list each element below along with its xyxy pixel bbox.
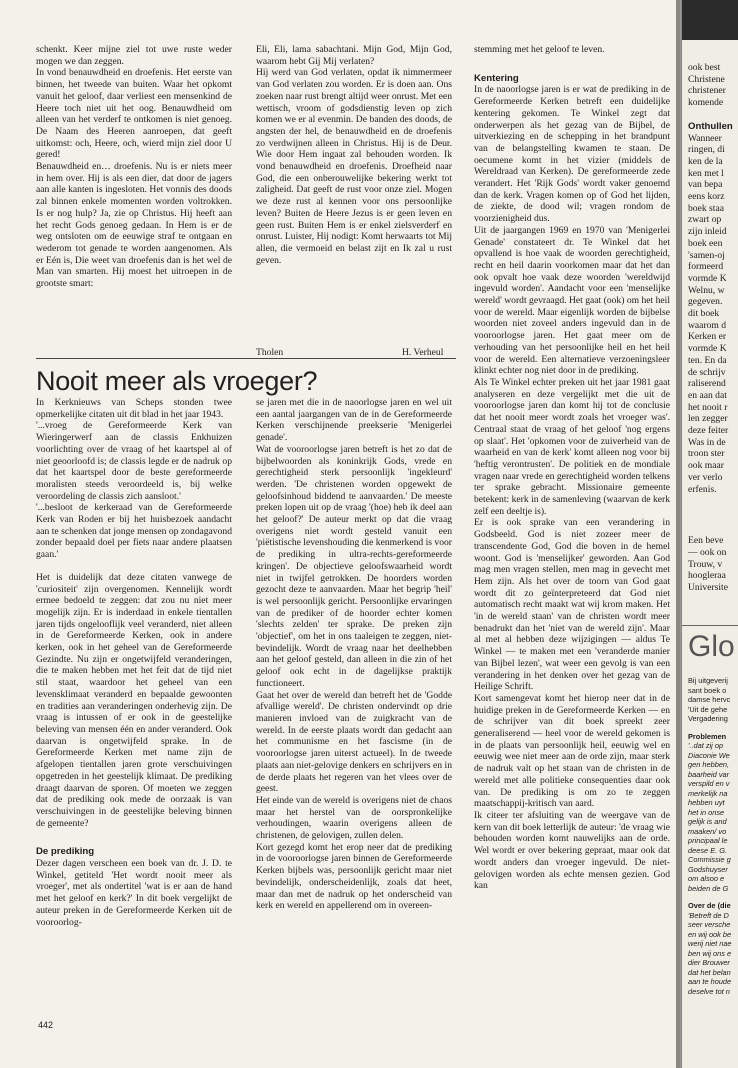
paragraph: Er is ook sprake van een verandering in Godsbeeld. God is niet zozeer meer de transcendente God, God die boven in de hemel woont. God is 'menselijker' geworden. Aan God mag men vragen stellen, men mag in gevecht met Hem zijn. Als het over de toorn van God gaat wordt dit zo geïnterpreteerd dat God niet automatisch recht maakt wat wij krom maken. Het 'in de wereld staan' van de christen wordt meer benadrukt dan het 'niet van de wereld zijn'. Maar al met al hebben deze wijzigingen — aldus Te Winkel — te maken met een 'veranderde manier van Bijbel lezen', wat weer een gevolg is van een verandering in het denken over het gezag van de Heilige Schrift. <box>474 517 670 693</box>
subheading: Kentering <box>474 72 519 84</box>
adjacent-text-fragment: vormde K <box>688 272 727 284</box>
adjacent-text-fragment: Was in de <box>688 436 726 448</box>
adjacent-sidebar-fragment: beiden de G <box>688 883 729 893</box>
adjacent-text-fragment: Trouw, v <box>688 558 723 570</box>
adjacent-sidebar-fragment: werij niet nae <box>688 939 732 948</box>
paragraph-gap <box>36 561 232 572</box>
adjacent-text-fragment: deze feiter <box>688 425 729 436</box>
adjacent-text-fragment: Wanneer <box>688 132 722 144</box>
adjacent-text-fragment: ken met l <box>688 167 724 179</box>
adjacent-sidebar-fragment: Godshuyser <box>688 864 728 874</box>
adjacent-sidebar-fragment: Problemen <box>688 731 727 741</box>
paragraph: '...besloot de kerkeraad van de Gereformeerde Kerk van Roden er bij het huisbezoek aandacht aan te schenken dat jonge mensen op zondagavond zonder bepaald doel per fiets naar andere plaatsen gaan.' <box>36 502 232 561</box>
adjacent-sidebar-fragment: maaken/ vo <box>688 826 727 836</box>
section-divider <box>36 358 456 359</box>
adjacent-text-fragment: 'samen-oj <box>688 249 725 261</box>
paragraph: Als Te Winkel echter preken uit het jaar 1981 gaat analyseren en deze vergelijkt met die uit de vooroorlogse jaren dan komt hij tot de conclusie dat het nooit meer wordt zoals het vroeger was'. Centraal staat de vraag of het geloof 'nog ergens op slaat'. Het 'opkomen voor de zuiverheid van de waarheid en van de kerk' komt alleen nog voor bij 'heftig verontrusten'. De politiek en de mondiale vragen naar vrede en gerechtigheid worden telkens ter sprake gebracht. Missionaire gemeente betekent: kerk in de samenleving (waarvan de kerk zelf een deeltje is). <box>474 376 670 517</box>
paragraph: schenkt. Keer mijne ziel tot uwe ruste weder mogen we dan zeggen. <box>36 44 232 67</box>
adjacent-text-fragment: komende <box>688 97 724 109</box>
paragraph: '...vroeg de Gereformeerde Kerk van Wieringerwerf aan de classis Enkhuizen voorlichting over de vraag of het kaartspel al of niet geoorloofd is; de classis legde er de nadruk op dat het kaartspel door de beste gereformeerde moralisten steeds veroordeeld is, bij welke veroordeling de classis zich aansloot.' <box>36 420 232 502</box>
adjacent-text-fragment: van bepa <box>688 179 723 191</box>
adjacent-headline: Glo <box>688 630 735 663</box>
adjacent-text-fragment: eens korz <box>688 191 725 202</box>
adjacent-text-fragment: ten. En da <box>688 354 727 366</box>
article-column-1 <box>36 397 232 928</box>
paragraph: Kort gezegd komt het erop neer dat de prediking in de vooroorlogse jaren binnen de Gereformeerde Kerken bijbels was, persoonlijk gericht maar niet bevindelijk, onderscheidenlijk, zoals dat heet, maar dan met de nadruk op het onderscheid van kerk en wereld en appellerend om in overeen- <box>256 841 452 912</box>
adjacent-text-fragment: troon ster <box>688 448 725 460</box>
adjacent-sidebar-fragment: gen hebben, <box>688 760 730 769</box>
paragraph: Het einde van de wereld is overigens niet de chaos maar het herstel van de oorspronkelijke verhoudingen, waarin overigens alleen de christenen, de gelovigen, zullen delen. <box>256 794 452 842</box>
signature-name: H. Verheul <box>402 347 444 358</box>
adjacent-text-fragment: — ook on <box>688 546 727 558</box>
paragraph: stemming met het geloof te leven. <box>474 44 605 55</box>
paragraph: se jaren met die in de naoorlogse jaren en wel uit een aantal jaargangen van de in de Gereformeerde Kerken verschijnende preekserie 'Menigerlei genade'. <box>256 397 452 444</box>
page-number: 442 <box>38 1020 54 1030</box>
meditation-column-1 <box>36 44 232 290</box>
paragraph: Uit de jaargangen 1969 en 1970 van 'Menigerlei Genade' constateert dr. Te Winkel dat het opvallend is hoe vaak de woorden gerechtigheid, recht en heil daarin voorkomen maar dat het dan ook opvalt hoe vaak deze woorden 'wereldwijd ingevuld worden'. Aandacht voor een 'menselijke wereld' wordt gevraagd. Het gaat (ook) om het heil voor de wereld. Maar eigenlijk worden de bijbelse woorden niet zoveel anders ingevuld dan in de vooroorlogse jaren. Het gaat meer om de verhouding van het persoonlijke heil en het heil voor de wereld. Een alternatieve verzoeningsleer klinkt echter nog niet door in de prediking. <box>474 224 670 377</box>
adjacent-text-fragment: boek staa <box>688 202 724 214</box>
adjacent-sidebar-fragment: Commissie g <box>688 855 731 864</box>
adjacent-text-fragment: formeerd <box>688 261 724 273</box>
adjacent-sidebar-fragment: gelijk is and <box>688 817 727 826</box>
adjacent-sidebar-fragment: 'Uit de gehe <box>688 704 728 714</box>
paragraph: Gaat het over de wereld dan betreft het de 'Godde afvallige wereld'. De christen ondervindt op drie manieren invloed van de zuigkracht van de wereld. In de eerste plaats wordt dan gedacht aan het communisme en het fascisme (in de vooroorlogse jaren uiterst actueel). In de tweede plaats aan niet-gelovige denkers en schrijvers en in de derde plaats het regeren van het vlees over de geest. <box>256 689 452 795</box>
adjacent-sidebar-fragment: Vergadering <box>688 714 728 723</box>
adjacent-sidebar-fragment: damse hervc <box>688 695 731 704</box>
adjacent-text-fragment: raliserend <box>688 378 726 390</box>
meditation-column-2 <box>256 44 452 266</box>
adjacent-text-fragment: ver verlo <box>688 471 723 483</box>
adjacent-text-fragment: ken de la <box>688 155 723 167</box>
adjacent-text-fragment: het nooit r <box>688 401 728 413</box>
adjacent-sidebar-fragment: Diaconie We <box>688 750 730 760</box>
adjacent-sidebar-fragment: seer versche <box>688 920 731 929</box>
paragraph: In vond benauwdheid en droefenis. Het eerste van binnen, het tweede van buiten. Waar het opkomt vanuit het geloof, daar verliest een mensenkind de Heere toch niet uit het oog. Benauwdheid om alleen van het verderf te ontkomen is niet genoeg. De Naam des Heeren aanroepen, dat geeft uitkomst: och, Heere, och, wierd mijn ziel door U gered! <box>36 67 232 161</box>
adjacent-text-fragment: Universite <box>688 582 728 593</box>
paragraph: Eli, Eli, lama sabachtani. Mijn God, Mijn God, waarom hebt Gij Mij verlaten? <box>256 44 452 67</box>
article-column-3 <box>474 44 670 892</box>
adjacent-headline-box <box>682 625 738 666</box>
adjacent-text-fragment: Een beve <box>688 535 724 547</box>
adjacent-sidebar-fragment: deselve tot n <box>688 986 730 996</box>
adjacent-text-fragment: dit boek <box>688 308 720 319</box>
adjacent-sidebar-fragment: ben wij ons e <box>688 948 732 958</box>
adjacent-text-fragment: ook best <box>688 62 721 73</box>
adjacent-sidebar-fragment: het in onse <box>688 807 725 817</box>
adjacent-sidebar-fragment: verspild en v <box>688 779 730 788</box>
adjacent-sidebar-fragment: Over de (die <box>688 901 731 910</box>
adjacent-sidebar-fragment: aan te houde <box>688 977 732 986</box>
adjacent-sidebar-fragment: Bij uitgeverij <box>688 676 728 685</box>
adjacent-text-fragment: gegeven. <box>688 296 723 308</box>
adjacent-text-fragment: Kerken er <box>688 331 727 343</box>
paragraph: Ik citeer ter afsluiting van de weergave van de kern van dit boek letterlijk de auteur: 'de vraag wie behouden worden komt nauwelijks aan de orde. Wel wordt er over bekering gepraat, maar ook dat wordt anders dan vroeger ingevuld. De niet-gelovigen worden als echte mensen gezien. God kan <box>474 810 670 892</box>
adjacent-sidebar-fragment: principaal le <box>688 836 728 845</box>
adjacent-sidebar-fragment: dier Brouwer <box>688 958 730 967</box>
article-headline: Nooit meer als vroeger? <box>36 366 318 396</box>
adjacent-text-fragment: hoogleraa <box>688 570 726 582</box>
paragraph: Benauwdheid en… droefenis. Nu is er niets meer in hem over. Hij is als een dier, dat door de jagers aan alle kanten is ingesloten. Het vonnis des doods zal binnen enkele momenten worden voltrokken. Is er nog hulp? Ja, zie op Christus. Hij heeft aan het recht Gods genoeg gedaan. In Hem is er de weg ontsloten om de eeuwige straf te ontgaan en wederom tot genade te worden aangenomen. Als er Eén is, Die weet van droefenis dan is het wel de Man van smarten. Hij moest het uitroepen in de grootste smart: <box>36 161 232 290</box>
paragraph: Het is duidelijk dat deze citaten vanwege de 'curiositeit' zijn overgenomen. Kennelijk wordt ermee bedoeld te zeggen: dat zou nu niet meer mogelijk zijn. Er is inderdaad in enkele tientallen jaren tijds ongelooflijk veel veranderd, niet alleen in de Gereformeerde Kerken, ook in andere kerken, ook in het geheel van de Gereformeerde Gezindte. Nu zijn er ongetwijfeld veranderingen, die te maken hebben met het feit dat de tijd niet stil staat, waardoor het geheel van een levensklimaat veranderd en bepaalde gewoonten en tradities aan veranderingen onderhevig zijn. De vraag is intussen of er ook in de geestelijke beleving van mensen één en ander veranderd. Ook daarvan is ongetwijfeld sprake. In de Gereformeerde Kerken met name zijn de afgelopen tientallen jaren grote verschuivingen opgetreden in het geestelijk klimaat. De prediking draagt daarvan de sporen. Of moeten we zeggen dat de prediking ook mede de oorzaak is van verschuivingen in de geestelijke beleving binnen de gemeente? <box>36 571 232 829</box>
adjacent-sidebar-fragment: baarheid var <box>688 769 730 779</box>
signature-place: Tholen <box>256 347 284 358</box>
adjacent-sidebar-fragment: en wij ook be <box>688 929 732 939</box>
adjacent-sidebar-fragment: dat het belan <box>688 967 731 977</box>
adjacent-text-fragment: zwart op <box>688 214 722 226</box>
adjacent-text-fragment: de schrijv <box>688 366 726 378</box>
paragraph: In Kerknieuws van Scheps stonden twee opmerkelijke citaten uit dit blad in het jaar 1943. <box>36 397 232 420</box>
adjacent-text-fragment: ringen, di <box>688 144 725 156</box>
adjacent-text-fragment: waarom d <box>688 319 727 331</box>
paragraph-gap <box>36 829 232 840</box>
paragraph: Wat de vooroorlogse jaren betreft is het zo dat de bijbelwoorden als koninkrijk Gods, vrede en gerechtigheid sterk persoonlijk 'ingekleurd' werden. 'De christenen worden opgewekt de geloofsinhoud biddend te aanvaarden.' De meeste preken lopen uit op de vraag '(hoe) heb ik deel aan het geloof?' De auteur merkt op dat die vraag overigens niet wordt gesteld vanuit een 'piëtistische levenshouding die kenmerkend is voor de prediking in ultra-rechts-gereformeerde kringen'. De objectieve geloofswaarheid wordt niet in twijfel getrokken. De hoorders worden gezocht deze te aanvaarden. Maar het begrip 'heil' is wel persoonlijk gericht. Persoonlijke ervaringen van de prediker of de hoorder echter komen 'slechts zelden' ter sprake. De preken zijn 'objectief', om het in ons taaleigen te zeggen, niet-bevindelijk. Wordt de vraag naar het deelhebben aan het geloof gesteld, dan alleen in die zin of het geloof ook echt in de dagelijkse praktijk functioneert. <box>256 443 452 689</box>
adjacent-text-fragment: Christene <box>688 73 725 85</box>
adjacent-sidebar-fragment: '..dat zij op <box>688 741 724 750</box>
adjacent-sidebar-fragment: sant boek o <box>688 685 727 695</box>
adjacent-text-fragment: len zegger <box>688 413 728 425</box>
adjacent-text-fragment: en aan dat <box>688 389 727 401</box>
paragraph: Hij werd van God verlaten, opdat ik nimmermeer van God verlaten zou worden. Er is doen aan. Ons zoeken naar rust brengt altijd weer onrust. Met een wettisch, vroom of godsdienstig leven op zich komen we er al evenmin. De banden des doods, de angsten der hel, de benauwdheid en de droefenis zo verdwijnen alleen in Christus. Hij is de Deur. Wie door Hem ingaat zal behouden worden. Ik vond benauwdheid en droefenis. Droefheid naar God, die een onberouwelijke bekering werkt tot zaligheid. Dat geeft de rust voor onze ziel. Mogen we deze rust al kennen voor ons persoonlijke leven? Buiten de Heere Jezus is er geen leven en geen rust. Buiten Hem is er enkel zielsverderf en onrust. Luister, Hij nodigt: Komt herwaarts tot Mij allen, die vermoeid en belast zijt en Ik zal u rust geven. <box>256 67 452 266</box>
adjacent-text-fragment: Welnu, w <box>688 284 725 296</box>
adjacent-text-fragment: zijn inleid <box>688 226 727 238</box>
adjacent-sidebar-fragment: hebben uyt <box>688 798 725 807</box>
paragraph: Dezer dagen verscheen een boek van dr. J. D. te Winkel, getiteld 'Het wordt nooit meer als vroeger', met als ondertitel 'wat is er aan de hand met het geloof en kerk?' In dit boek vergelijkt de auteur preken in de Gereformeerde Kerken uit de vooroorlog- <box>36 858 232 928</box>
adjacent-text-fragment: Onthullen <box>688 120 733 132</box>
adjacent-sidebar-fragment: merkelijk na <box>688 788 728 798</box>
adjacent-sidebar-fragment: om alsoo e <box>688 874 725 883</box>
paragraph-gap <box>474 56 670 67</box>
subheading: De prediking <box>36 846 95 858</box>
page-gutter <box>680 0 681 1068</box>
adjacent-text-fragment: boek een <box>688 237 723 249</box>
adjacent-text-fragment: ook maar <box>688 460 724 472</box>
adjacent-text-fragment: vormde K <box>688 343 727 355</box>
adjacent-text-fragment: erfenis. <box>688 483 717 495</box>
paragraph: Kort samengevat komt het hierop neer dat in de huidige preken in de Gereformeerde Kerken — en de schrijver van dit boek spreekt zeer generaliserend — heel voor de wereld gekomen is in de plaats van persoonlijk heil, eeuwig wel en eeuwig wee niet meer aan de orde zijn, maar sterk de nadruk valt op het staan van de christen in de wereld met alle politieke consequenties daar ook van. De prediking is om zo te zeggen maatschappij-kritisch van aard. <box>474 692 670 810</box>
paragraph: In de naoorlogse jaren is er wat de prediking in de Gereformeerde Kerken betreft een duidelijke kentering gekomen. Te Winkel zegt dat onderwerpen als het gezag van de Bijbel, de uitverkiezing en de schepping in het brandpunt van de belangstelling kwamen te staan. De oecumene komt in het vizier (middels de Wereldraad van Kerken). De gereformeerde zede verandert. Het 'Rijk Gods' wordt vaker genoemd dan de kerk. Vragen komen op of God het lijden, de ziekte, de dood wil; vragen rondom de voorzienigheid dus. <box>474 84 670 225</box>
adjacent-sidebar-fragment: deese E. G. <box>688 845 728 855</box>
adjacent-sidebar-fragment: 'Betreft de D <box>688 910 729 920</box>
adjacent-text-fragment: christener <box>688 85 726 97</box>
adjacent-page <box>682 40 738 1068</box>
article-column-2 <box>256 397 452 912</box>
